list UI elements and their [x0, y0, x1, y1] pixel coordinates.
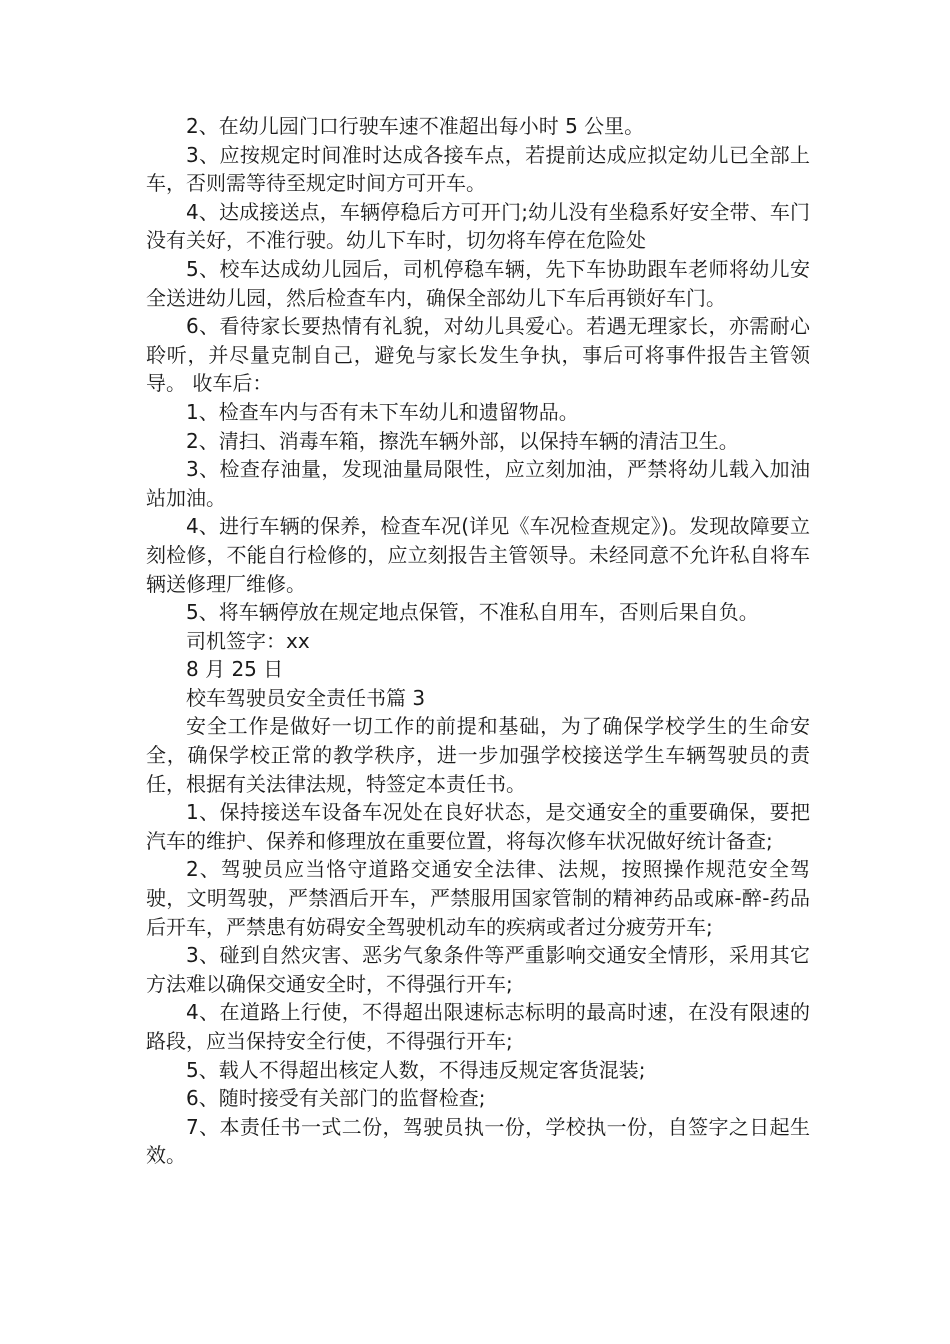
paragraph: 6、看待家长要热情有礼貌，对幼儿具爱心。若遇无理家长，亦需耐心聆听，并尽量克制自己，避免与家长发生争执，事后可将事件报告主管领导。 收车后：: [146, 314, 810, 396]
paragraph: 6、随时接受有关部门的监督检查;: [186, 1086, 486, 1111]
paragraph: 5、校车达成幼儿园后，司机停稳车辆，先下车协助跟车老师将幼儿安全送进幼儿园，然后检查车内，确保全部幼儿下车后再锁好车门。: [146, 256, 810, 310]
paragraph: 2、在幼儿园门口行驶车速不准超出每小时 5 公里。: [186, 114, 645, 138]
paragraph: 1、保持接送车设备车况处在良好状态，是交通安全的重要确保，要把汽车的维护、保养和修理放在重要位置，将每次修车状况做好统计备查;: [146, 800, 810, 853]
paragraph: 3、碰到自然灾害、恶劣气象条件等严重影响交通安全情形，采用其它方法难以确保交通安全时，不得强行开车;: [146, 943, 810, 996]
paragraph: 5、将车辆停放在规定地点保管，不准私自用车，否则后果自负。: [186, 600, 759, 625]
section-title: 校车驾驶员安全责任书篇 3: [186, 685, 426, 710]
paragraph: 2、清扫、消毒车箱，擦洗车辆外部，以保持车辆的清洁卫生。: [186, 428, 739, 453]
signature-date: 8 月 25 日: [186, 657, 284, 682]
paragraph: 4、达成接送点，车辆停稳后方可开门;幼儿没有坐稳系好安全带、车门没有关好，不准行驶。幼儿下车时，切勿将车停在危险处: [146, 199, 810, 253]
paragraph: 5、载人不得超出核定人数，不得违反规定客货混装;: [186, 1057, 646, 1082]
paragraph: 1、检查车内与否有未下车幼儿和遗留物品。: [186, 399, 579, 424]
paragraph: 7、本责任书一式二份，驾驶员执一份，学校执一份，自签字之日起生效。: [146, 1114, 810, 1168]
driver-signature: 司机签字：xx: [186, 628, 310, 653]
paragraph: 4、进行车辆的保养，检查车况(详见《车况检查规定》)。发现故障要立刻检修，不能自行检修的，应立刻报告主管领导。未经同意不允许私自将车辆送修理厂维修。: [146, 514, 810, 596]
paragraph: 3、应按规定时间准时达成各接车点，若提前达成应拟定幼儿已全部上车，否则需等待至规定时间方可开车。: [146, 142, 810, 196]
paragraph: 3、检查存油量，发现油量局限性，应立刻加油，严禁将幼儿载入加油站加油。: [146, 457, 810, 510]
document-body: [146, 112, 810, 1170]
paragraph: 安全工作是做好一切工作的前提和基础，为了确保学校学生的生命安全，确保学校正常的教学秩序，进一步加强学校接送学生车辆驾驶员的责任，根据有关法律法规，特签定本责任书。: [146, 714, 810, 796]
paragraph: 4、在道路上行使，不得超出限速标志标明的最高时速，在没有限速的路段，应当保持安全行使，不得强行开车;: [146, 1000, 810, 1053]
paragraph: 2、驾驶员应当恪守道路交通安全法律、法规，按照操作规范安全驾驶，文明驾驶，严禁酒后开车，严禁服用国家管制的精神药品或麻-醉-药品后开车，严禁患有妨碍安全驾驶机动车的疾病或者过分疲劳开车;: [146, 857, 810, 939]
